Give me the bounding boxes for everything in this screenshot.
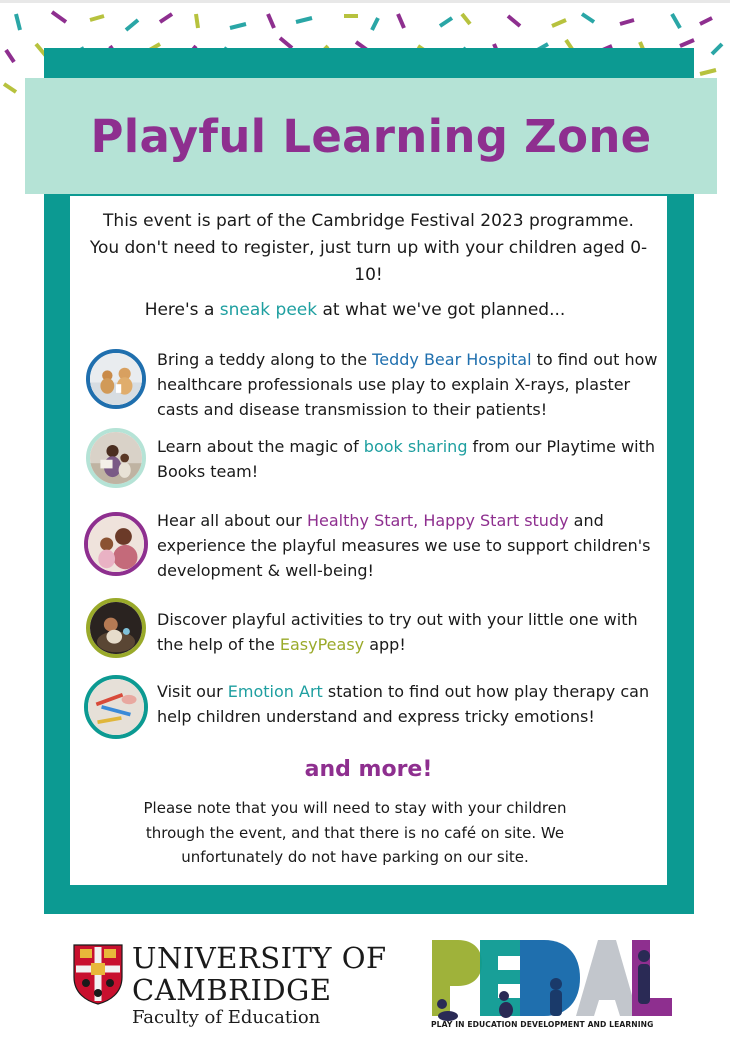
child-playing-photo (86, 598, 146, 658)
sneak-peek-line (70, 299, 640, 321)
activity-highlight: book sharing (363, 437, 468, 456)
book-sharing-photo (86, 428, 146, 488)
activity-text (157, 434, 667, 484)
pedal-tagline: PLAY IN EDUCATION DEVELOPMENT AND LEARNING (431, 1020, 654, 1029)
parent-child-photo (84, 512, 148, 576)
intro-text: This event is part of the Cambridge Festival 2023 programme. You don't need to register, just turn up with your children aged 0-10! (89, 211, 648, 285)
activity-text-before: Learn about the magic of (157, 437, 364, 456)
activity-text-after: app! (364, 635, 406, 654)
activity-text-after: to find out how healthcare professionals use play to explain X-rays, plaster casts and disease transmission to their patients! (157, 350, 658, 419)
activity-text-after: from our Playtime with Books team! (157, 437, 656, 481)
peek-highlight: sneak peek (219, 300, 318, 320)
activity-highlight: EasyPeasy (279, 635, 365, 654)
activity-text (157, 607, 667, 657)
activity-text (157, 508, 667, 583)
activity-text (157, 347, 667, 422)
activity-text (157, 679, 667, 729)
cambridge-shield-icon (72, 943, 124, 1005)
teddy-bears-photo (86, 349, 146, 409)
activity-highlight: Teddy Bear Hospital (372, 350, 532, 369)
activity-text-before: Bring a teddy along to the (157, 350, 373, 369)
title-banner (25, 78, 717, 194)
and-more-heading: and more! (304, 757, 433, 782)
cambridge-text: CAMBRIDGE (132, 973, 332, 1007)
activity-text-after: station to find out how play therapy can help children understand and express tricky emotions! (157, 682, 650, 726)
peek-text-before: Here's a (144, 300, 220, 320)
art-supplies-photo (84, 675, 148, 739)
activity-text-before: Discover playful activities to try out with your little one with the help of the (157, 610, 638, 654)
content-panel (70, 196, 667, 885)
attendance-note: Please note that you will need to stay with your children through the event, and that there is no café on site. We unfortunately do not have parking on our site. (143, 799, 567, 866)
page-title: Playful Learning Zone (90, 109, 652, 163)
faculty-text: Faculty of Education (132, 1007, 321, 1028)
university-of-text: UNIVERSITY OF (132, 941, 387, 975)
activity-text-before: Visit our (157, 682, 228, 701)
activity-highlight: Emotion Art (227, 682, 323, 701)
activity-highlight: Healthy Start, Happy Start study (306, 511, 569, 530)
peek-text-after: at what we've got planned... (317, 300, 566, 320)
activity-text-after: and experience the playful measures we use to support children's development & well-being! (157, 511, 651, 580)
activity-text-before: Hear all about our (157, 511, 307, 530)
